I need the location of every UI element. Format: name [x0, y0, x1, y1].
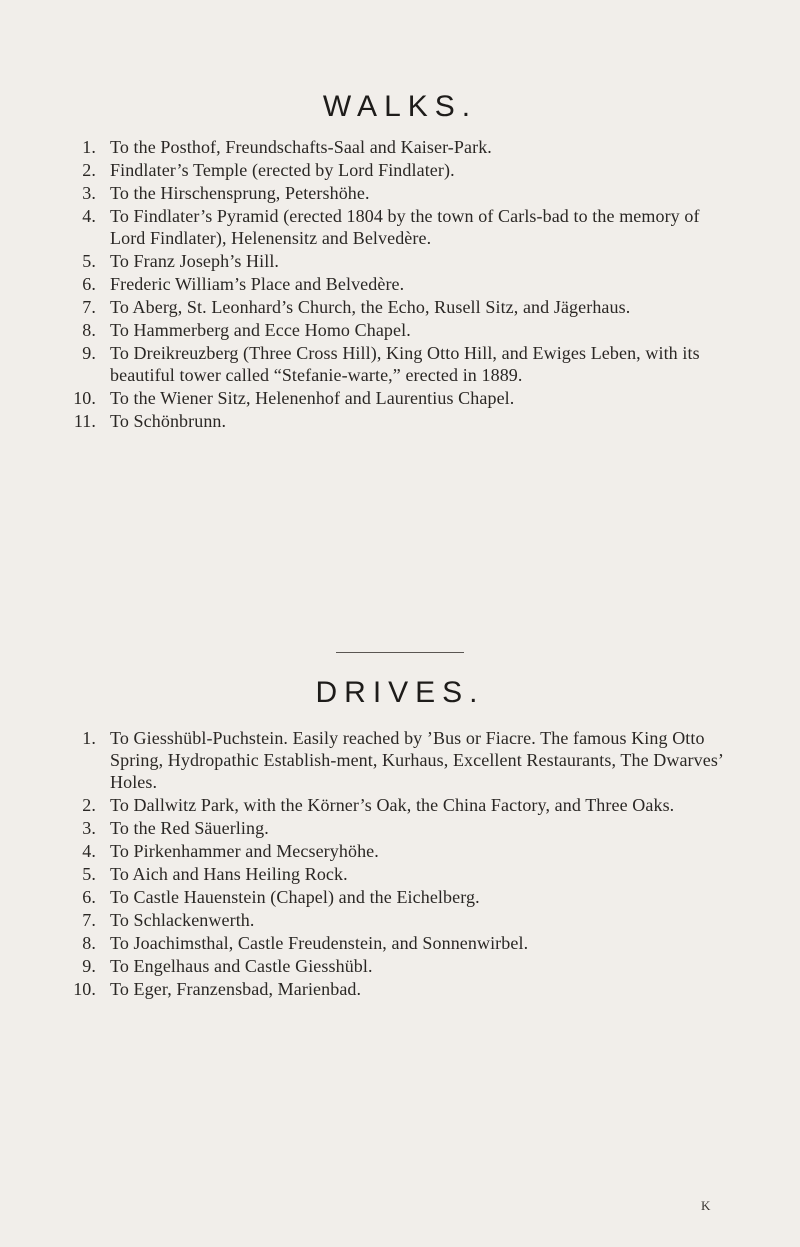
item-text: To Pirkenhammer and Mecseryhöhe.	[110, 841, 379, 861]
item-number: 10.	[73, 979, 96, 999]
item-text: To Dreikreuzberg (Three Cross Hill), King Otto Hill, and Ewiges Leben, with its beautiful tower called “Stefanie-warte,” erected in 1889.	[110, 343, 700, 385]
item-number: 10.	[73, 388, 96, 408]
item-number: 5.	[82, 864, 96, 884]
drives-item	[0, 840, 725, 862]
drives-item	[0, 932, 725, 954]
item-text: To Eger, Franzensbad, Marienbad.	[110, 979, 362, 999]
item-text: To the Posthof, Freundschafts-Saal and Kaiser-Park.	[110, 137, 492, 157]
item-number: 3.	[82, 818, 96, 838]
item-number: 5.	[82, 251, 96, 271]
drives-item	[0, 909, 725, 931]
walks-item	[0, 182, 725, 204]
drives-item	[0, 955, 725, 977]
item-number: 6.	[82, 274, 96, 294]
item-number: 3.	[82, 183, 96, 203]
item-text: To the Hirschensprung, Petershöhe.	[110, 183, 370, 203]
item-number: 2.	[82, 160, 96, 180]
item-number: 9.	[82, 343, 96, 363]
walks-item	[0, 273, 725, 295]
walks-item	[0, 205, 725, 249]
walks-item	[0, 296, 725, 318]
item-number: 11.	[73, 411, 96, 431]
drives-item	[0, 794, 725, 816]
signature-mark: K	[701, 1198, 711, 1213]
item-number: 1.	[82, 137, 96, 157]
item-text: To Dallwitz Park, with the Körner’s Oak, the China Factory, and Three Oaks.	[110, 795, 675, 815]
item-number: 9.	[82, 956, 96, 976]
item-number: 7.	[82, 297, 96, 317]
item-number: 2.	[82, 795, 96, 815]
item-text: To Aich and Hans Heiling Rock.	[110, 864, 348, 884]
item-number: 8.	[82, 320, 96, 340]
item-text: To Franz Joseph’s Hill.	[110, 251, 280, 271]
walks-item	[0, 410, 725, 432]
walks-item	[0, 159, 725, 181]
item-number: 7.	[82, 910, 96, 930]
walks-list	[0, 136, 725, 433]
item-text: To Aberg, St. Leonhard’s Church, the Echo, Rusell Sitz, and Jägerhaus.	[110, 297, 631, 317]
item-number: 4.	[82, 841, 96, 861]
item-text: To Castle Hauenstein (Chapel) and the Eichelberg.	[110, 887, 480, 907]
section-divider	[336, 652, 464, 653]
item-text: To Giesshübl-Puchstein. Easily reached by ’Bus or Fiacre. The famous King Otto Spring, Hydropathic Establish-ment, Kurhaus, Excellent Restaurants, The Dwarves’ Holes.	[110, 728, 723, 792]
item-text: To Engelhaus and Castle Giesshübl.	[110, 956, 373, 976]
walks-item	[0, 387, 725, 409]
item-text: To Schönbrunn.	[110, 411, 227, 431]
item-text: To Joachimsthal, Castle Freudenstein, and Sonnenwirbel.	[110, 933, 529, 953]
item-text: Frederic William’s Place and Belvedère.	[110, 274, 405, 294]
walks-item	[0, 136, 725, 158]
item-text: To Findlater’s Pyramid (erected 1804 by the town of Carls-bad to the memory of Lord Findlater), Helenensitz and Belvedère.	[110, 206, 700, 248]
walks-item	[0, 319, 725, 341]
item-text: To Schlackenwerth.	[110, 910, 255, 930]
item-number: 4.	[82, 206, 96, 226]
drives-heading: DRIVES.	[315, 676, 485, 709]
item-number: 6.	[82, 887, 96, 907]
item-number: 8.	[82, 933, 96, 953]
item-text: Findlater’s Temple (erected by Lord Findlater).	[110, 160, 455, 180]
walks-item	[0, 342, 725, 386]
drives-item	[0, 978, 725, 1000]
drives-list	[0, 727, 725, 1001]
item-text: To Hammerberg and Ecce Homo Chapel.	[110, 320, 411, 340]
drives-item	[0, 863, 725, 885]
drives-item	[0, 886, 725, 908]
drives-item	[0, 727, 725, 793]
walks-item	[0, 250, 725, 272]
drives-item	[0, 817, 725, 839]
item-text: To the Wiener Sitz, Helenenhof and Laurentius Chapel.	[110, 388, 515, 408]
item-text: To the Red Säuerling.	[110, 818, 269, 838]
walks-heading: WALKS.	[322, 90, 478, 123]
item-number: 1.	[82, 728, 96, 748]
